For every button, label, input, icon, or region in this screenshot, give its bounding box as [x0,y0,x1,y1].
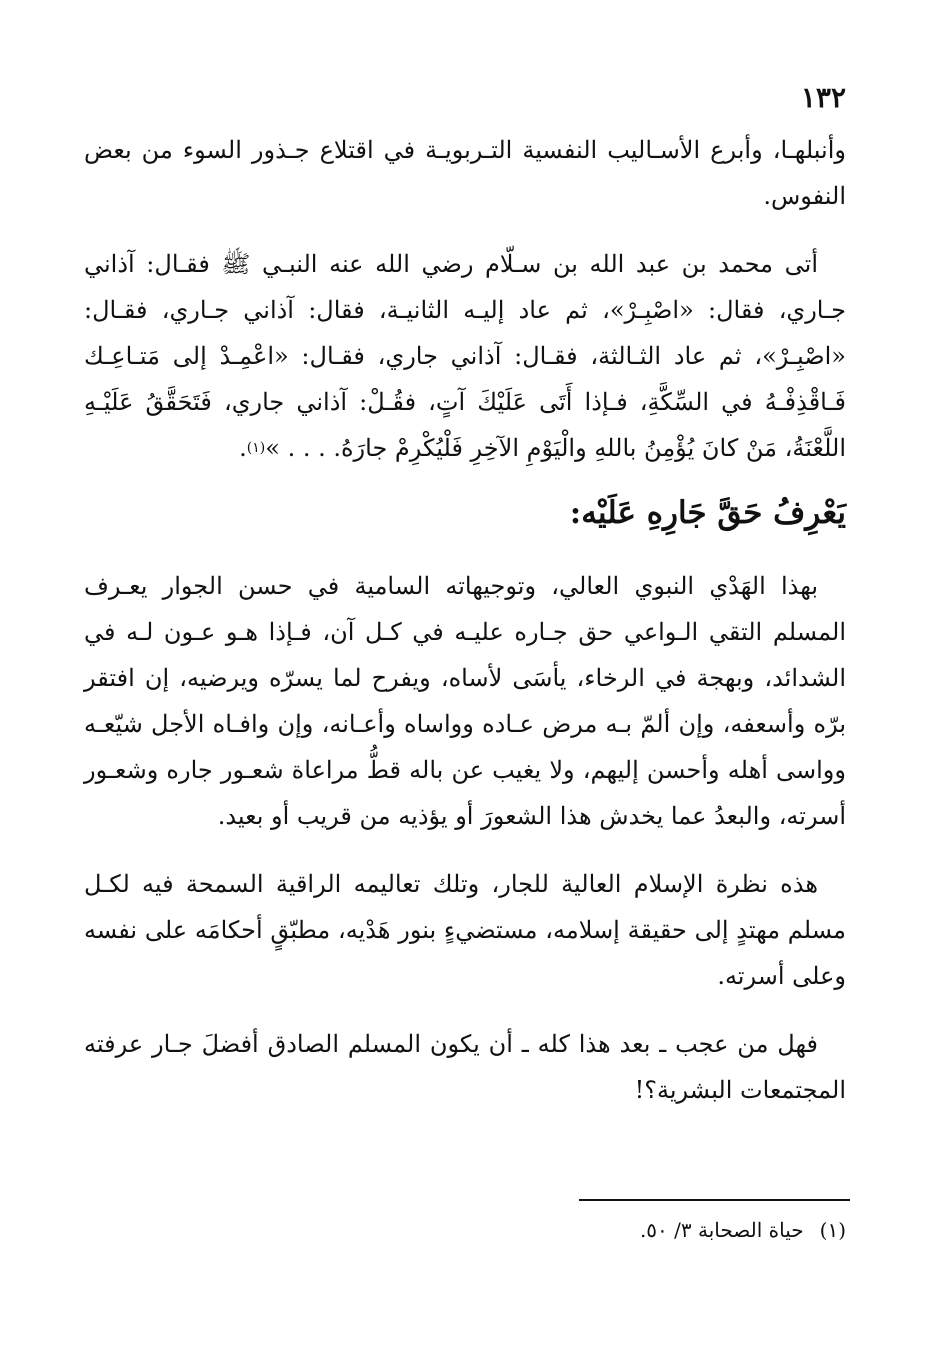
footnote-separator [579,1199,850,1201]
section-heading: يَعْرِفُ حَقَّ جَارِهِ عَلَيْه: [569,495,846,531]
footnote-number: (١) [819,1218,846,1242]
hadith-end-mark: . [239,434,247,462]
paragraph-islam-view: هذه نظرة الإسلام العالية للجار، وتلك تعاليمه الراقية السمحة فيه لكـل مسلم مهتدٍ إلى حقيقة إسلامه، مستضيءٍ بنور هَدْيه، مطبّقٍ أحكامَه على نفسه وعلى أسرته. [84,870,846,991]
hadith-text: أتى محمد بن عبد الله بن سـلّام رضي الله عنه النبـي ﷺ فقـال: آذاني جـاري، فقال: «اصْبِـرْ»، ثم عاد إليـه الثانيـة، فقال: آذاني جـاري، فقـال: «اصْبِـرْ»، ثم عاد الثـالثة، فقـال: آذاني جاري، فقـال: «اعْمِـدْ إلى مَتـاعِـك فَـاقْذِفْـهُ في السِّكَّةِ، فـإذا أَتَى عَلَيْكَ آتٍ، فقُـلْ: آذاني جاري، فَتَحَقَّقُ عَلَيْـهِ اللَّعْنَةُ، مَنْ كانَ يُؤْمِنُ باللهِ والْيَوْمِ الآخِرِ فَلْيُكْرِمْ جارَهُ. . . . » [84,250,846,462]
footnote-reference: (١) [246,440,266,456]
paragraph-question: فهل من عجب ـ بعد هذا كله ـ أن يكون المسلم الصادق أفضلَ جـار عرفته المجتمعات البشرية؟! [84,1030,846,1105]
footnote-text: حياة الصحابة ٣/ ٥٠. [639,1218,804,1242]
paragraph-intro: وأنبلهـا، وأبرع الأسـاليب النفسية التـربويـة في اقتلاع جـذور السوء من بعض النفوس. [84,136,846,210]
paragraph-guidance: بهذا الهَدْي النبوي العالي، وتوجيهاته السامية في حسن الجوار يعـرف المسلم التقي الـواعي حق جـاره عليـه في كـل آن، فـإذا هـو عـون لـه في الشدائد، وبهجة في الرخاء، يأسَى لأساه، ويفرح لما يسرّه ويرضيه، إن افتقر برّه وأسعفه، وإن ألمّ بـه مرض عـاده وواساه وأعـانه، وإن وافـاه الأجل شيّعـه وواسى أهله وأحسن إليهم، ولا يغيب عن باله قطُّ مراعاة شعـور جاره وشعـور أسرته، والبعدُ عما يخدش هذا الشعورَ أو يؤذيه من قريب أو بعيد. [84,572,846,831]
page-number: ١٣٢ [800,81,846,114]
page-body [84,127,846,1135]
footnote [84,1215,846,1245]
paragraph-hadith [84,241,846,471]
